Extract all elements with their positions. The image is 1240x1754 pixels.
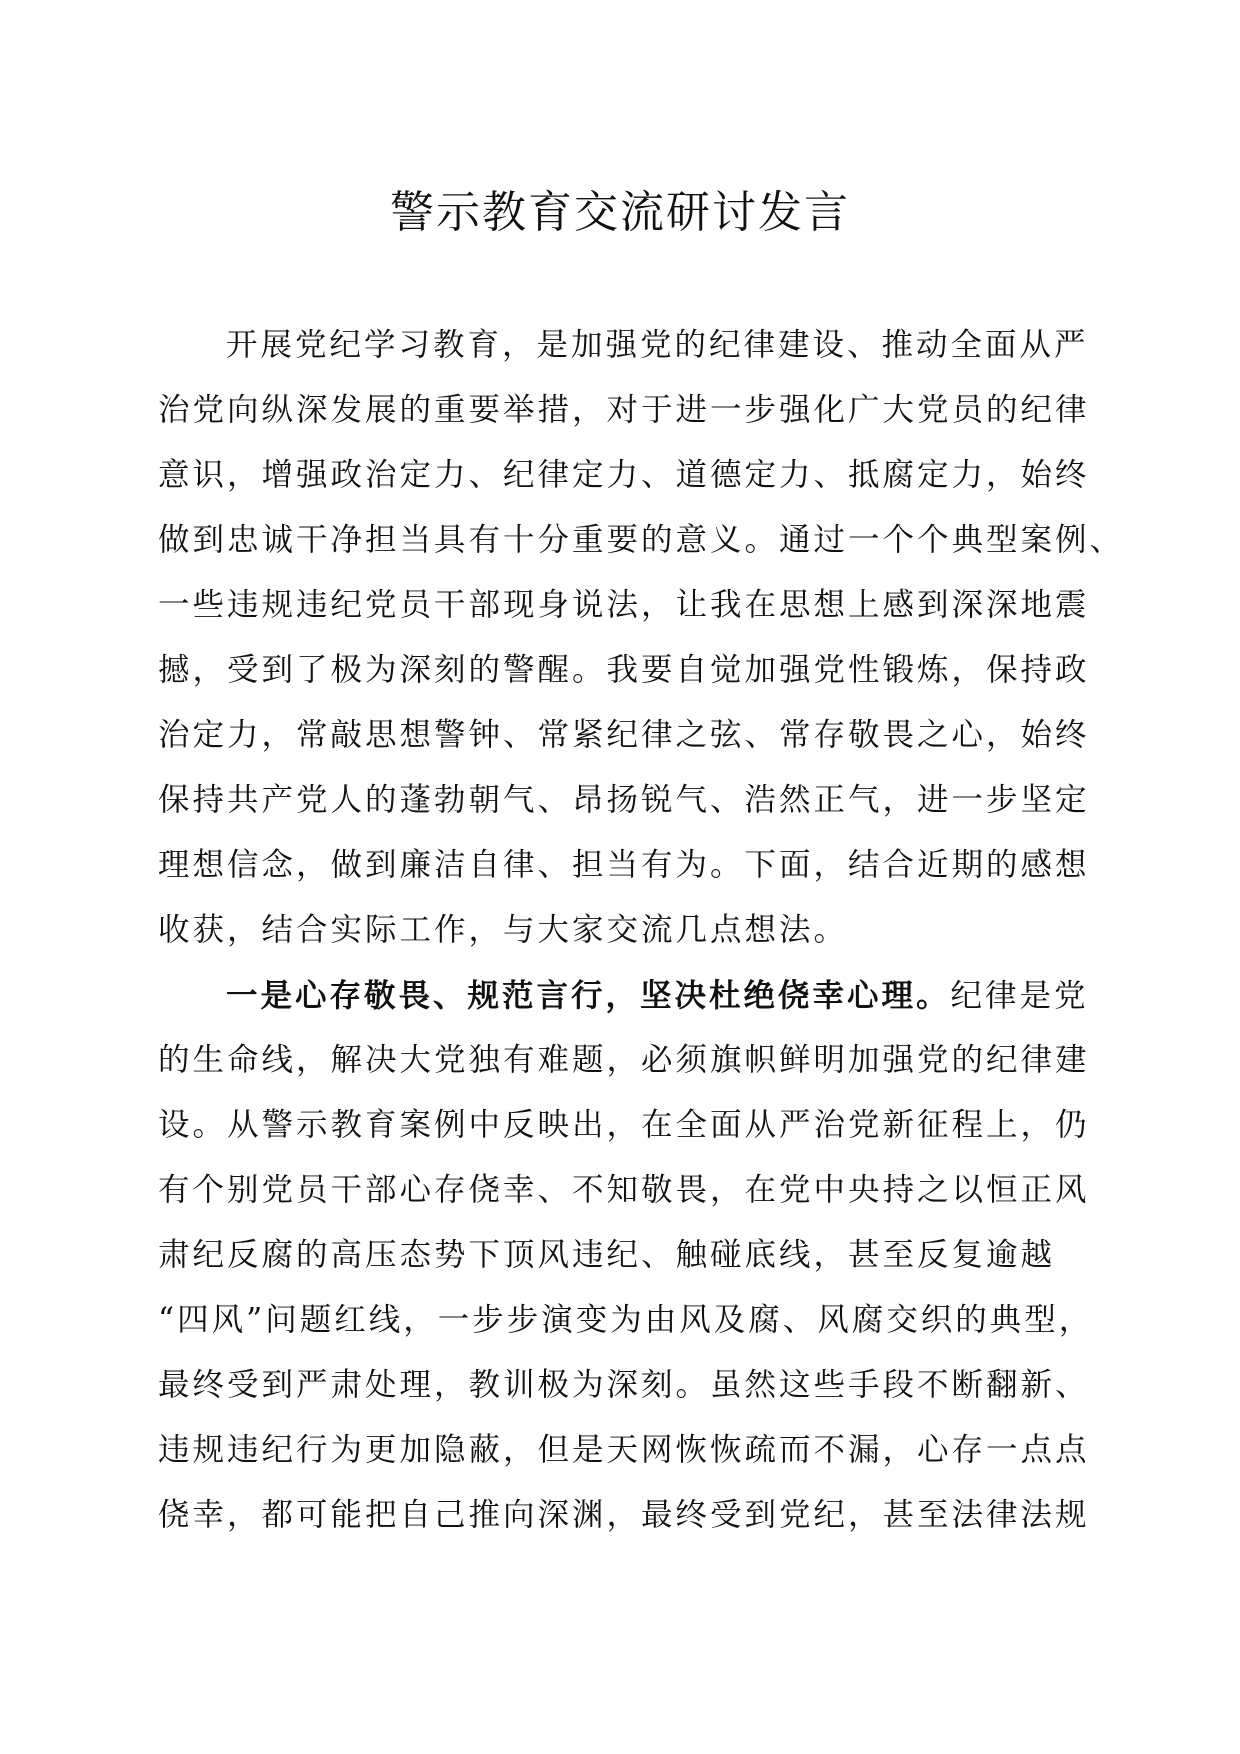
paragraph-line: 开展党纪学习教育，是加强党的纪律建设、推动全面从严 xyxy=(226,327,1089,363)
section-heading-line xyxy=(158,963,1098,1028)
paragraph-line: 治党向纵深发展的重要举措，对于进一步强化广大党员的纪律 xyxy=(158,392,1090,428)
paragraph-line: 有个别党员干部心存侥幸、不知敬畏，在党中央持之以恒正风 xyxy=(158,1172,1090,1208)
paragraph-line: 理想信念，做到廉洁自律、担当有为。下面，结合近期的感想 xyxy=(158,847,1090,883)
paragraph-line: 最终受到严肃处理，教训极为深刻。虽然这些手段不断翻新、 xyxy=(158,1367,1090,1403)
paragraph-line: 肃纪反腐的高压态势下顶风违纪、触碰底线，甚至反复逾越 xyxy=(158,1237,1056,1273)
paragraph-line: 保持共产党人的蓬勃朝气、昂扬锐气、浩然正气，进一步坚定 xyxy=(158,782,1090,818)
paragraph-line: 的生命线，解决大党独有难题，必须旗帜鲜明加强党的纪律建 xyxy=(158,1042,1090,1078)
section-heading-continuation: 纪律是党 xyxy=(950,978,1089,1014)
document-body xyxy=(158,313,1125,1548)
paragraph-line: 一些违规违纪党员干部现身说法，让我在思想上感到深深地震 xyxy=(158,587,1090,623)
paragraph-line: 违规违纪行为更加隐蔽，但是天网恢恢疏而不漏，心存一点点 xyxy=(158,1432,1090,1468)
section-heading: 一是心存敬畏、规范言行，坚决杜绝侥幸心理。 xyxy=(226,977,951,1014)
paragraph-line: 侥幸，都可能把自己推向深渊，最终受到党纪，甚至法律法规 xyxy=(158,1497,1090,1533)
paragraph-line: 治定力，常敲思想警钟、常紧纪律之弦、常存敬畏之心，始终 xyxy=(158,717,1090,753)
paragraph-line: 收获，结合实际工作，与大家交流几点想法。 xyxy=(158,912,849,948)
paragraph-line: 撼，受到了极为深刻的警醒。我要自觉加强党性锻炼，保持政 xyxy=(158,652,1090,688)
paragraph-line: 做到忠诚干净担当具有十分重要的意义。通过一个个典型案例、 xyxy=(158,522,1125,558)
document-title: 警示教育交流研讨发言 xyxy=(390,187,850,238)
paragraph-line: “四风”问题红线，一步步演变为由风及腐、风腐交织的典型， xyxy=(158,1302,1094,1338)
paragraph-line: 设。从警示教育案例中反映出，在全面从严治党新征程上，仍 xyxy=(158,1107,1090,1143)
paragraph-line: 意识，增强政治定力、纪律定力、道德定力、抵腐定力，始终 xyxy=(158,457,1090,493)
